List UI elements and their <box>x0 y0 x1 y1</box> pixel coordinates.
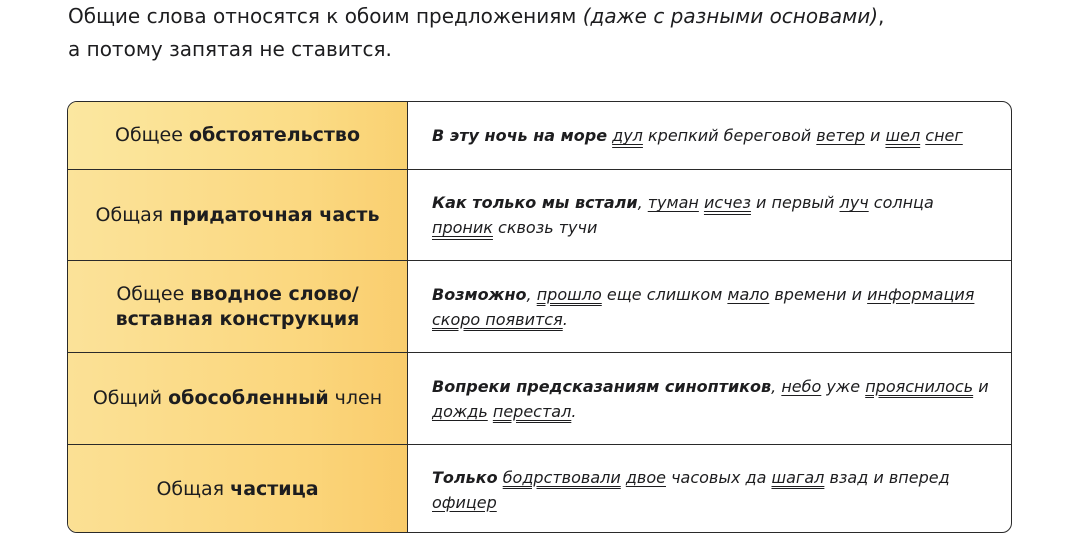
row-label <box>68 261 408 352</box>
rules-table <box>67 101 1012 533</box>
predicate-word: скоро появится <box>432 309 563 329</box>
example-segment: времени и <box>769 284 868 304</box>
subject-word: дождь <box>432 401 488 421</box>
predicate-word: прояснилось <box>865 376 974 396</box>
subject-word: луч <box>839 193 869 212</box>
example-segment: , <box>637 193 648 212</box>
table-row <box>68 261 1011 353</box>
intro-line-1 <box>68 0 1028 33</box>
intro-text <box>68 0 1028 66</box>
subject-word: туман <box>647 193 699 212</box>
common-element: Возможно <box>432 284 527 304</box>
example-text <box>432 374 993 424</box>
predicate-word: прошло <box>536 284 602 304</box>
predicate-word: перестал <box>492 401 572 421</box>
row-label-plain: Общее <box>114 124 189 146</box>
row-example <box>408 353 1011 444</box>
subject-word: мало <box>727 284 770 304</box>
example-segment: и <box>864 126 886 145</box>
row-label-bold: частица <box>230 478 319 500</box>
row-label-plain: Общая <box>95 203 170 226</box>
row-label <box>68 170 408 260</box>
table-row <box>68 170 1011 261</box>
row-label <box>68 353 408 444</box>
example-segment: , <box>526 284 537 304</box>
row-label-plain: Общий <box>92 387 169 409</box>
example-segment: и первый <box>750 193 840 212</box>
row-example <box>408 445 1011 533</box>
row-label-bold: вводное слово/ вставная конструкция <box>115 282 360 330</box>
example-segment: солнца <box>868 193 934 212</box>
common-element: Вопреки предсказаниям синоптиков <box>432 376 772 396</box>
example-text <box>432 282 993 332</box>
row-label-bold: обстоятельство <box>188 124 361 146</box>
common-element: Как только мы встали <box>432 193 638 212</box>
row-label-plain: Общая <box>156 478 231 500</box>
row-example <box>408 261 1011 352</box>
row-label-plain: Общее <box>116 282 191 305</box>
intro-line-1-italic: (даже с разными основами) <box>582 4 879 28</box>
common-element: Только <box>432 467 498 487</box>
predicate-word: шел <box>885 126 921 145</box>
intro-line-1-suffix: , <box>878 4 885 28</box>
example-segment: . <box>562 309 568 329</box>
table-row <box>68 445 1011 533</box>
subject-word: небо <box>781 376 822 396</box>
row-example <box>408 102 1011 169</box>
row-label <box>68 445 408 533</box>
subject-word: ветер <box>816 126 865 145</box>
subject-word: офицер <box>432 492 497 512</box>
intro-line-2: а потому запятая не ставится. <box>68 37 392 61</box>
row-label <box>68 102 408 169</box>
example-segment: , <box>771 376 782 396</box>
row-label-after: член <box>328 387 383 409</box>
example-segment: крепкий береговой <box>642 126 817 145</box>
row-label-bold: обособленный <box>168 387 329 409</box>
example-segment: сквозь тучи <box>492 218 598 237</box>
subject-word: двое <box>625 467 666 487</box>
example-text <box>432 123 963 148</box>
example-text <box>432 190 993 240</box>
example-segment: взад и вперед <box>824 467 950 487</box>
example-segment: уже <box>821 376 866 396</box>
example-text <box>432 465 993 515</box>
row-example <box>408 170 1011 260</box>
table-row <box>68 102 1011 170</box>
predicate-word: проник <box>432 218 493 237</box>
common-element: В эту ночь на море <box>432 126 608 145</box>
predicate-word: шагал <box>771 467 825 487</box>
table-row <box>68 353 1011 445</box>
row-label-bold: придаточная часть <box>169 203 380 226</box>
subject-word: снег <box>925 126 963 145</box>
subject-word: информация <box>867 284 975 304</box>
example-segment: и <box>973 376 989 396</box>
intro-line-1-text: Общие слова относятся к обоим предложениям <box>68 4 583 28</box>
predicate-word: исчез <box>703 193 751 212</box>
predicate-word: дул <box>612 126 643 145</box>
example-segment: еще слишком <box>601 284 728 304</box>
example-segment: часовых да <box>665 467 772 487</box>
example-segment: . <box>571 401 577 421</box>
predicate-word: бодрствовали <box>502 467 621 487</box>
